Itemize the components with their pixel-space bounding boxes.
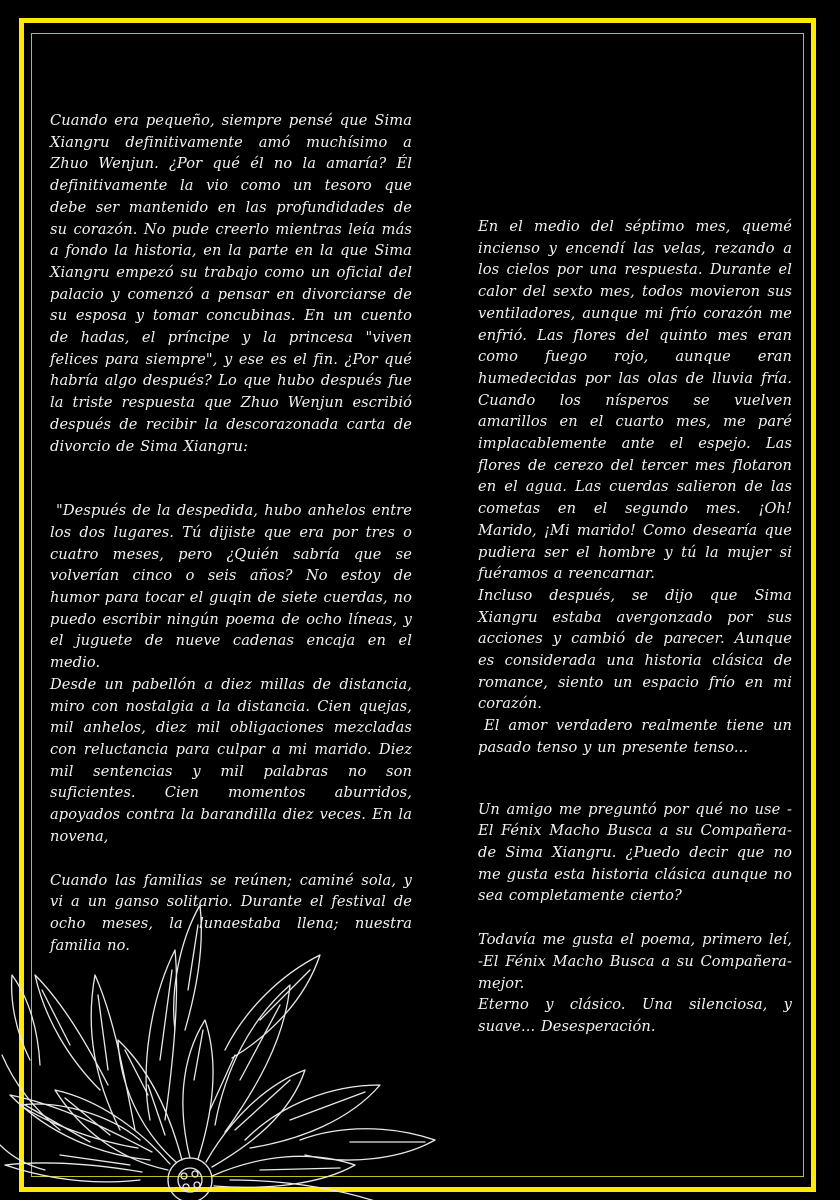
left-column <box>50 110 412 956</box>
spacer <box>50 848 412 870</box>
spacer <box>50 457 412 500</box>
right-paragraph-1: En el medio del séptimo mes, quemé incienso y encendí las velas, rezando a los cielos por una respuesta. Durante el calor del sexto mes, todos movieron sus ventiladores, aunque mi frío corazón me enfrió. Las flores del quinto mes eran como fuego rojo, aunque eran humedecidas por las olas de lluvia fría. Cuando los nísperos se vuelven amarillos en el cuarto mes, me paré implacablemente ante el espejo. Las flores de cerezo del tercer mes flotaron en el agua. Las cuerdas salieron de las cometas en el segundo mes. ¡Oh! Marido, ¡Mi marido! Como desearía que pudiera ser el hombre y tú la mujer si fuéramos a reencarnar. <box>478 218 792 583</box>
right-paragraph-3: El amor verdadero realmente tiene un pasado tenso y un presente tenso... <box>478 717 792 756</box>
right-paragraph-2: Incluso después, se dijo que Sima Xiangru estaba avergonzado por sus acciones y cambió de parecer. Aunque es considerada una historia clásica de romance, siento un espacio frío en mi corazón. <box>478 586 792 713</box>
spacer <box>478 759 792 799</box>
left-paragraph-1: Cuando era pequeño, siempre pensé que Sima Xiangru definitivamente amó muchísimo a Zhuo Wenjun. ¿Por qué él no la amaría? Él definitivamente la vio como un tesoro que debe ser mantenido en las profundidades de su corazón. No pude creerlo mientras leía más a fondo la historia, en la parte en la que Sima Xiangru empezó su trabajo como un oficial del palacio y comenzó a pensar en divorciarse de su esposa y tomar concubinas. En un cuento de hadas, el príncipe y la princesa "viven felices para siempre", y ese es el fin. ¿Por qué habría algo después? Lo que hubo después fue la triste respuesta que Zhuo Wenjun escribió después de recibir la descorazonada carta de divorcio de Sima Xiangru: <box>50 112 412 455</box>
right-paragraph-4: Un amigo me preguntó por qué no use -El Fénix Macho Busca a su Compañera- de Sima Xiangru. ¿Puedo decir que no me gusta esta historia clásica aunque no sea completamente cierto? <box>478 800 792 905</box>
spacer <box>478 907 792 929</box>
right-paragraph-5: Todavía me gusta el poema, primero leí, -El Fénix Macho Busca a su Compañera- mejor. <box>478 931 792 992</box>
left-paragraph-3: Desde un pabellón a diez millas de distancia, miro con nostalgia a la distancia. Cien quejas, mil anhelos, diez mil obligaciones mezcladas con reluctancia para culpar a mi marido. Diez mil sentencias y mil palabras no son suficientes. Cien momentos aburridos, apoyados contra la barandilla diez veces. En la novena, <box>50 675 412 845</box>
right-column <box>478 216 792 1038</box>
right-paragraph-6: Eterno y clásico. Una silenciosa, y suave... Desesperación. <box>478 996 792 1035</box>
left-paragraph-4: Cuando las familias se reúnen; caminé sola, y vi a un ganso solitario. Durante el festival de ocho meses, la lunaestaba llena; nuestra familia no. <box>50 871 412 954</box>
left-paragraph-2: "Después de la despedida, hubo anhelos entre los dos lugares. Tú dijiste que era por tres o cuatro meses, pero ¿Quién sabría que se volverían cinco o seis años? No estoy de humor para tocar el guqin de siete cuerdas, no puedo escribir ningún poema de ocho líneas, y el juguete de nueve cadenas encaja en el medio. <box>50 502 412 672</box>
